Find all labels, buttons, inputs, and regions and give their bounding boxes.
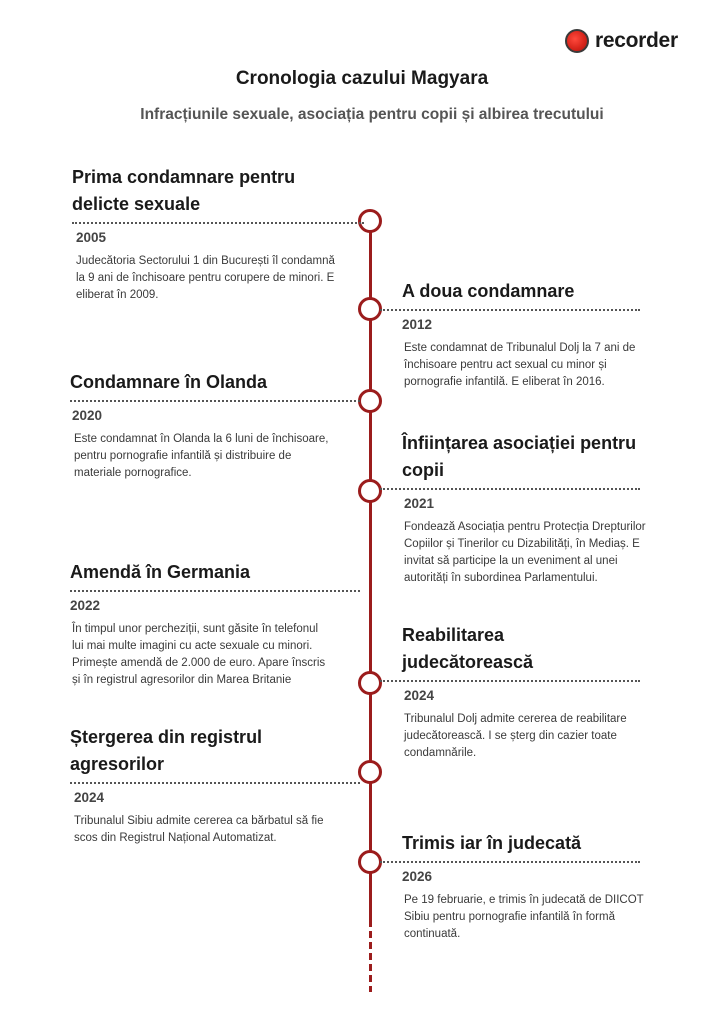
event-year: 2021: [404, 496, 435, 511]
event-title: Amendă în Germania: [70, 562, 251, 582]
timeline-event: [70, 559, 356, 689]
timeline-node: [358, 297, 382, 321]
page-subtitle: Infracțiunile sexuale, asociația pentru copii și albirea trecutului: [140, 106, 604, 123]
event-title: Ștergerea din registrul agresorilor: [70, 727, 263, 774]
event-divider: [70, 782, 360, 784]
timeline-event: [72, 164, 360, 304]
timeline-spine: [369, 220, 372, 920]
event-description: Tribunalul Sibiu admite cererea ca bărbatul să fie scos din Registrul Național Automatizat.: [74, 815, 324, 844]
event-description: Fondează Asociația pentru Protecția Drepturilor Copiilor și Tinerilor cu Dizabilități, în Mediaș. E invitat să participe la un eveniment al unei autorități în subordinea Parlamentului.: [404, 521, 646, 584]
event-year: 2012: [402, 317, 433, 332]
event-divider: [70, 400, 360, 402]
event-title: Reabilitarea judecătorească: [402, 625, 534, 672]
event-title: A doua condamnare: [402, 281, 575, 301]
event-description: Este condamnat în Olanda la 6 luni de închisoare, pentru pornografie infantilă și distribuire de materiale pornografice.: [74, 433, 329, 479]
brand-name: recorder: [595, 29, 678, 52]
timeline-node: [358, 389, 382, 413]
event-title: Trimis iar în judecată: [402, 833, 582, 853]
event-description: Judecătoria Sectorului 1 din București îl condamnă la 9 ani de închisoare pentru corupere de minori. E eliberat în 2009.: [76, 255, 335, 301]
timeline-event: [380, 430, 646, 587]
event-description: Pe 19 februarie, e trimis în judecată de DIICOT Sibiu pentru pornografie infantilă în formă continuată.: [404, 894, 644, 940]
timeline-event: [380, 830, 644, 943]
event-year: 2022: [70, 598, 101, 613]
event-divider: [72, 222, 364, 224]
event-title: Prima condamnare pentru delicte sexuale: [72, 167, 296, 214]
timeline-node: [358, 671, 382, 695]
timeline-node: [358, 479, 382, 503]
event-year: 2020: [72, 408, 103, 423]
recorder-logo[interactable]: [565, 29, 678, 53]
event-divider: [380, 488, 640, 490]
timeline-event: [380, 622, 640, 762]
page-title: Cronologia cazului Magyara: [235, 68, 489, 89]
event-description: În timpul unor percheziții, sunt găsite în telefonul lui mai multe imagini cu acte sexuale cu minori. Primește amendă de 2.000 de euro. Apare înscris și în registrul agresorilor din Marea Britanie: [72, 623, 326, 686]
timeline-node: [358, 850, 382, 874]
event-divider: [70, 590, 360, 592]
timeline-spine-continuation: [369, 920, 372, 992]
event-year: 2026: [402, 869, 433, 884]
timeline-node: [358, 760, 382, 784]
timeline-node: [358, 209, 382, 233]
event-year: 2024: [404, 688, 435, 703]
event-divider: [380, 309, 640, 311]
recorder-logo-icon: [565, 29, 589, 53]
timeline-event: [70, 724, 356, 847]
event-year: 2005: [76, 230, 107, 245]
event-description: Tribunalul Dolj admite cererea de reabilitare judecătorească. I se șterg din cazier toate condamnările.: [404, 713, 627, 759]
timeline-event: [380, 278, 640, 391]
event-title: Înființarea asociației pentru copii: [402, 433, 637, 480]
timeline-event: [70, 369, 356, 482]
event-year: 2024: [74, 790, 105, 805]
event-title: Condamnare în Olanda: [70, 372, 268, 392]
event-description: Este condamnat de Tribunalul Dolj la 7 ani de închisoare pentru act sexual cu minor și pornografie infantilă. E eliberat în 2016.: [404, 342, 636, 388]
event-divider: [380, 861, 640, 863]
event-divider: [380, 680, 640, 682]
